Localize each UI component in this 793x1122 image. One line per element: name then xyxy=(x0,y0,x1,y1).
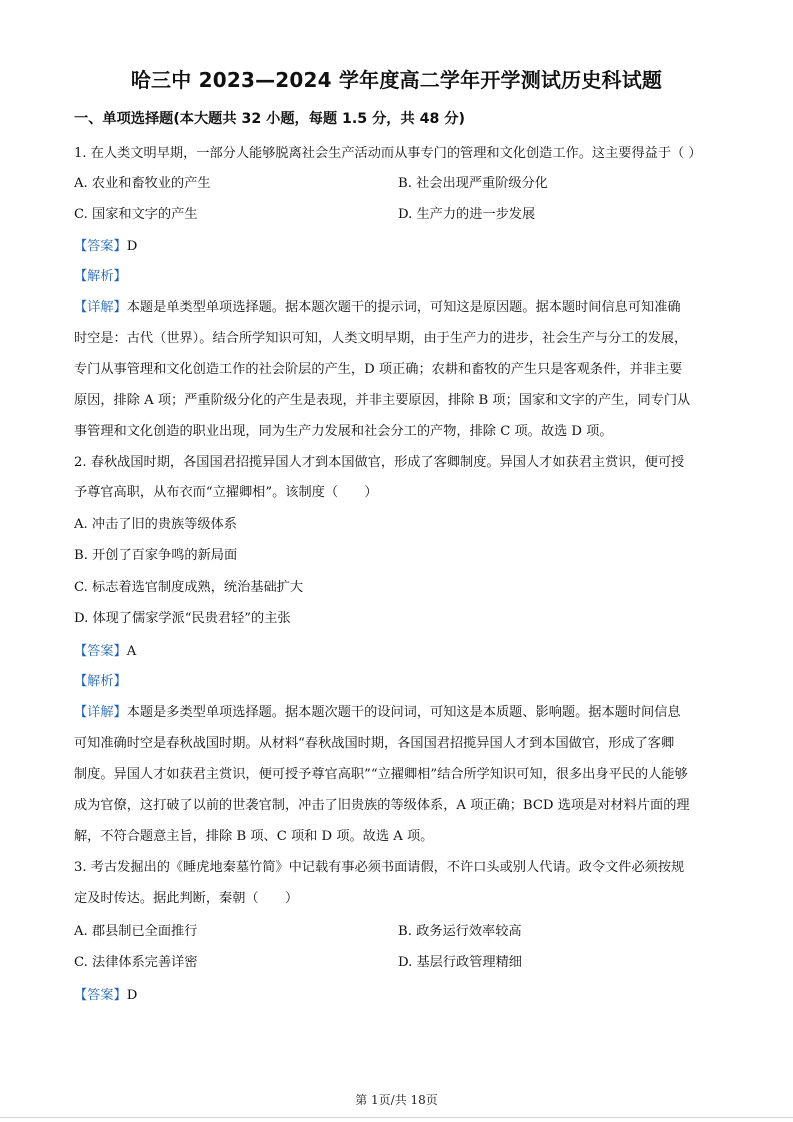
q2-detail-line-3: 制度。异国人才如获君主赏识，便可授予尊官高职”“立擢卿相”结合所学知识可知，很多出身平民的人能够 xyxy=(74,767,688,782)
q2-answer-tag: 【答案】 xyxy=(74,644,127,659)
q1-detail-line-4: 原因，排除 A 项；严重阶级分化的产生是表现，并非主要原因，排除 B 项；国家和文字的产生，同专门从 xyxy=(74,393,691,408)
q2-option-a: A. 冲击了旧的贵族等级体系 xyxy=(74,517,237,532)
section-heading: 一、单项选择题(本大题共 32 小题，每题 1.5 分，共 48 分) xyxy=(74,111,465,127)
q2-detail-tag: 【详解】 xyxy=(74,705,127,720)
q1-detail-line-2: 时空是：古代（世界）。结合所学知识可知，人类文明早期，由于生产力的进步，社会生产与分工的发展， xyxy=(74,331,688,346)
q1-option-c: C. 国家和文字的产生 xyxy=(74,207,198,222)
page-title: 哈三中 2023—2024 学年度高二学年开学测试历史科试题 xyxy=(130,68,663,92)
q2-detail-line-2: 可知准确时空是春秋战国时期。从材料“春秋战国时期，各国国君招揽异国人才到本国做官，形成了客卿 xyxy=(74,736,675,751)
q1-answer-tag: 【答案】 xyxy=(74,239,127,254)
q2-detail-line-4: 成为官僚，这打破了以前的世袭官制，冲击了旧贵族的等级体系，A 项正确；BCD 选项是对材料片面的理 xyxy=(74,798,690,813)
q1-detail-line-3: 专门从事管理和文化创造工作的社会阶层的产生，D 项正确；农耕和畜牧的产生只是客观条件，并非主要 xyxy=(74,362,683,377)
q2-analysis-label: 【解析】 xyxy=(74,674,127,689)
q1-detail-line-5: 事管理和文化创造的职业出现，同为生产力发展和社会分工的产物，排除 C 项。故选 D 项。 xyxy=(74,424,613,439)
q2-option-b: B. 开创了百家争鸣的新局面 xyxy=(74,548,238,563)
q1-answer-letter: D xyxy=(126,239,138,254)
q1-answer xyxy=(74,235,137,254)
q2-option-c: C. 标志着选官制度成熟，统治基础扩大 xyxy=(74,580,304,595)
q3-stem-line-1: 3. 考古发掘出的《睡虎地秦墓竹简》中记载有事必须书面请假，不许口头或别人代请。政令文件必须按规 xyxy=(74,860,685,875)
q3-stem-line-2: 定及时传达。据此判断，秦朝（ ） xyxy=(74,891,299,906)
q2-stem-line-1: 2. 春秋战国时期，各国国君招揽异国人才到本国做官，形成了客卿制度。异国人才如获君主赏识，便可授 xyxy=(74,455,685,470)
q3-answer-tag: 【答案】 xyxy=(74,988,127,1003)
q1-detail-tag: 【详解】 xyxy=(74,300,127,315)
q2-stem-line-2: 予尊官高职，从布衣而“立擢卿相”。该制度（ ） xyxy=(74,485,378,500)
q3-option-d: D. 基层行政管理精细 xyxy=(398,955,522,970)
q2-answer xyxy=(74,640,136,659)
q1-stem: 1. 在人类文明早期，一部分人能够脱离社会生产活动而从事专门的管理和文化创造工作。这主要得益于（ ） xyxy=(74,146,702,161)
q3-answer xyxy=(74,984,137,1003)
q1-option-a: A. 农业和畜牧业的产生 xyxy=(74,176,211,191)
q2-option-d: D. 体现了儒家学派“民贵君轻”的主张 xyxy=(74,611,291,626)
q2-detail-line-5: 解，不符合题意主旨，排除 B 项、C 项和 D 项。故选 A 项。 xyxy=(74,829,434,844)
q1-analysis-tag xyxy=(74,265,127,284)
q2-analysis-tag xyxy=(74,670,127,689)
q3-option-b: B. 政务运行效率较高 xyxy=(398,924,522,939)
q1-option-d: D. 生产力的进一步发展 xyxy=(398,207,536,222)
q1-analysis-label: 【解析】 xyxy=(74,269,127,284)
q3-answer-letter: D xyxy=(126,988,138,1003)
q1-option-b: B. 社会出现严重阶级分化 xyxy=(398,176,548,191)
q1-detail-line-1 xyxy=(74,296,681,315)
q2-detail-line-1 xyxy=(74,701,681,720)
q2-detail-text-1: 本题是多类型单项选择题。据本题次题干的设问词，可知这是本质题、影响题。据本题时间信息 xyxy=(126,705,681,720)
q3-option-a: A. 郡县制已全面推行 xyxy=(74,924,198,939)
page-number-footer: 第 1页/共 18页 xyxy=(355,1093,438,1107)
q1-detail-text-1: 本题是单类型单项选择题。据本题次题干的提示词，可知这是原因题。据本题时间信息可知准确 xyxy=(126,300,681,315)
footer-divider xyxy=(0,1117,793,1118)
q3-option-c: C. 法律体系完善详密 xyxy=(74,955,198,970)
q2-answer-letter: A xyxy=(126,644,137,659)
